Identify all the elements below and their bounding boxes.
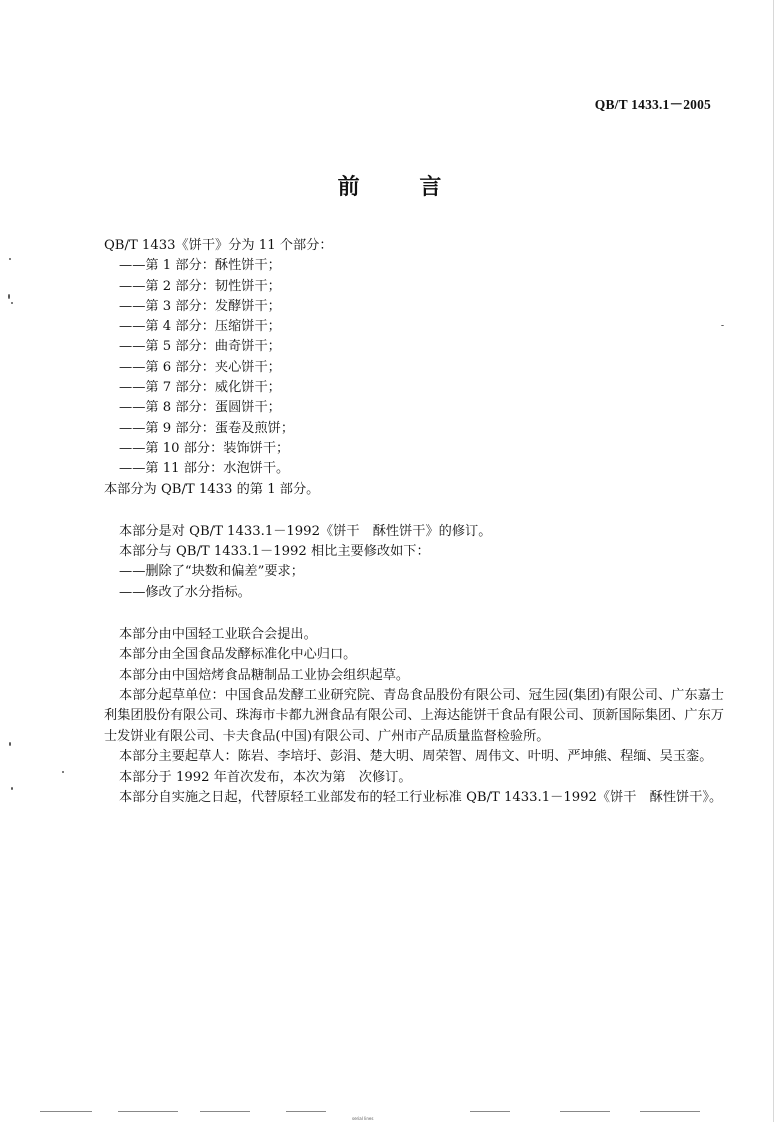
list-item: ——第 1 部分：酥性饼干； [119, 258, 281, 274]
drafters: 本部分主要起草人：陈岩、李培圩、彭涓、楚大明、周荣智、周伟文、叶明、严坤熊、程缅、吴玉銮。 [119, 749, 713, 765]
part-statement: 本部分为 QB/T 1433 的第 1 部分。 [104, 481, 320, 497]
scan-speck [9, 742, 11, 746]
proposed-by: 本部分由中国轻工业联合会提出。 [119, 627, 317, 643]
list-item: ——第 6 部分：夹心饼干； [119, 359, 281, 375]
scan-speck [8, 294, 10, 299]
scan-line [118, 1111, 178, 1112]
footer-note: serial lines [352, 1116, 374, 1121]
list-item: ——第 10 部分：装饰饼干； [119, 440, 290, 456]
list-item: ——第 11 部分：水泡饼干。 [119, 461, 290, 477]
drafting-units: 本部分起草单位：中国食品发酵工业研究院、青岛食品股份有限公司、冠生园(集团)有限公司、广东嘉士利集团股份有限公司、珠海市卡都九洲食品有限公司、上海达能饼干食品有限公司、顶新国际集团、广东万士发饼业有限公司、卡夫食品(中国)有限公司、广州市产品质量监督检验所。 [104, 687, 724, 744]
scan-speck [721, 325, 724, 326]
scan-speck [9, 258, 11, 260]
managed-by: 本部分由全国食品发酵标准化中心归口。 [119, 647, 357, 663]
scan-speck [62, 771, 64, 773]
scan-line [640, 1111, 700, 1112]
scan-line [200, 1111, 250, 1112]
revision-changes-intro: 本部分与 QB/T 1433.1－1992 相比主要修改如下： [119, 544, 430, 560]
replacement: 本部分自实施之日起，代替原轻工业部发布的轻工行业标准 QB/T 1433.1－1992《饼干 酥性饼干》。 [119, 790, 723, 806]
page-title: 前 言 [337, 174, 468, 200]
revision-intro: 本部分是对 QB/T 1433.1－1992《饼干 酥性饼干》的修订。 [119, 523, 492, 539]
list-item: ——第 7 部分：威化饼干； [119, 380, 281, 396]
scan-line [560, 1111, 610, 1112]
list-item: ——第 4 部分：压缩饼干； [119, 319, 281, 335]
foreword-body [104, 236, 724, 809]
list-item: ——删除了“块数和偏差”要求； [119, 564, 304, 580]
list-item: ——第 5 部分：曲奇饼干； [119, 339, 281, 355]
scan-speck [11, 302, 13, 304]
scan-edge-line [773, 0, 774, 1122]
scan-line [470, 1111, 510, 1112]
list-item: ——第 3 部分：发酵饼干； [119, 298, 281, 314]
scan-line [286, 1111, 326, 1112]
parts-list [104, 256, 724, 479]
parts-intro: QB/T 1433《饼干》分为 11 个部分： [104, 238, 333, 253]
history: 本部分于 1992 年首次发布，本次为第 次修订。 [119, 769, 412, 785]
list-item: ——第 8 部分：蛋圆饼干； [119, 400, 281, 416]
list-item: ——第 2 部分：韧性饼干； [119, 278, 281, 294]
organized-by: 本部分由中国焙烤食品糖制品工业协会组织起草。 [119, 667, 410, 683]
list-item: ——第 9 部分：蛋卷及煎饼； [119, 420, 295, 436]
scan-speck [11, 787, 13, 790]
scan-line [40, 1111, 92, 1112]
standard-code: QB/T 1433.1－2005 [594, 97, 711, 112]
list-item: ——修改了水分指标。 [119, 584, 251, 600]
